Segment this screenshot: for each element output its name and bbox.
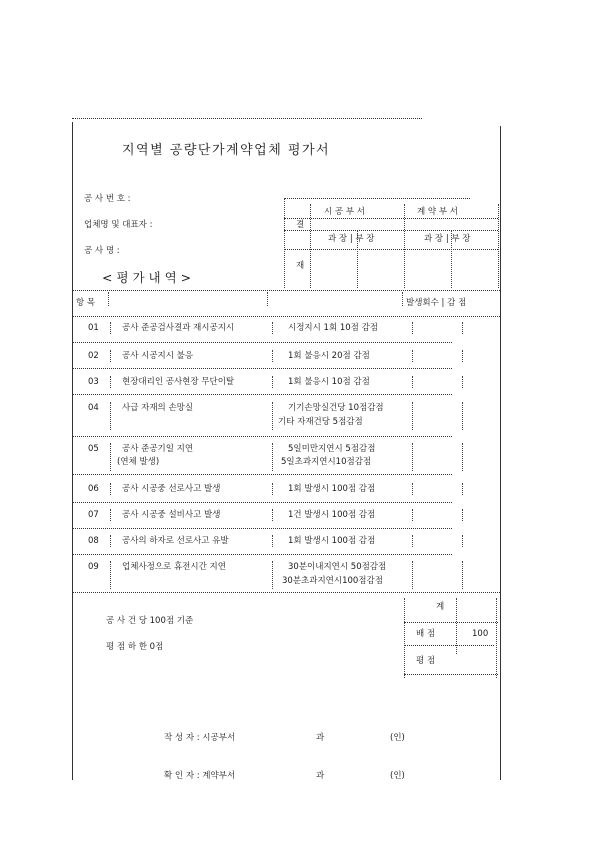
- row-divider: [110, 561, 111, 589]
- row-criteria: 30분이내지연시 50점감점: [288, 562, 387, 572]
- table-top-line: [72, 290, 500, 291]
- row-item: (연체 발생): [117, 457, 160, 467]
- row-criteria: 1건 발생시 100점 감점: [288, 510, 376, 520]
- row-divider: [462, 483, 463, 495]
- row-divider: [462, 535, 463, 547]
- evaluation-form: [72, 118, 504, 784]
- row-divider: [110, 402, 111, 430]
- frame-left-line: [72, 122, 73, 780]
- row-divider: [462, 402, 463, 430]
- checker-label: 확 인 자 : 계약부서: [164, 771, 236, 781]
- row-criteria: 1회 불응시 20점 감점: [288, 351, 370, 361]
- frame-right-line: [500, 126, 501, 780]
- row-item: 업체사정으로 휴전시간 지연: [122, 562, 226, 572]
- writer-seal: (인): [390, 733, 405, 743]
- row-divider: [272, 402, 273, 430]
- row-no: 09: [88, 562, 99, 572]
- row-divider: [462, 509, 463, 521]
- table-bottom-line: [72, 592, 500, 593]
- score-label: 평 점: [416, 656, 436, 666]
- row-divider: [412, 350, 413, 362]
- approval-side-top: 결: [296, 220, 305, 230]
- row-criteria: 기타 자재건당 5점감점: [278, 417, 363, 427]
- row-divider: [272, 535, 273, 547]
- approval-line-4: [284, 249, 498, 250]
- row-divider: [412, 483, 413, 495]
- row-divider: [412, 561, 413, 589]
- header-item: 항 목: [76, 298, 96, 308]
- row-divider: [412, 322, 413, 334]
- writer-dept: 과: [316, 733, 325, 743]
- row-divider: [110, 483, 111, 495]
- checker-seal: (인): [390, 771, 405, 781]
- row-divider: [272, 376, 273, 388]
- row-divider: [462, 350, 463, 362]
- row-bottom-line: [72, 368, 452, 369]
- row-bottom-line: [72, 342, 452, 343]
- section-title: < 평 가 내 역 >: [102, 270, 192, 285]
- base-score-label: 배 점: [416, 629, 436, 639]
- header-count-deduct: 발생회수 | 감 점: [406, 298, 467, 308]
- approval-side-bottom: 재: [296, 261, 305, 271]
- score-box-line: [404, 645, 494, 646]
- row-criteria: 1회 불응시 10점 감점: [288, 377, 370, 387]
- row-no: 03: [88, 377, 99, 387]
- total-label: 계: [436, 602, 445, 612]
- row-divider: [110, 535, 111, 547]
- score-box-left: [404, 598, 405, 678]
- row-item: 현장대리인 공사현장 무단이탈: [122, 377, 235, 387]
- row-no: 08: [88, 536, 99, 546]
- project-no-label: 공 사 번 호 :: [84, 194, 131, 204]
- approval-vline-3: [404, 204, 405, 288]
- row-item: 공사 시공중 선로사고 발생: [122, 484, 221, 494]
- row-no: 04: [88, 403, 99, 413]
- row-criteria: 5일초과지연시10점감점: [281, 457, 372, 467]
- header-vline-3: [402, 292, 403, 306]
- dept-contract: 계 약 부 서: [417, 207, 458, 217]
- row-divider: [272, 322, 273, 334]
- row-criteria: 30분초과지연시100점감점: [282, 576, 383, 586]
- approval-vline-1: [284, 198, 285, 288]
- row-divider: [272, 483, 273, 495]
- row-bottom-line: [72, 474, 452, 475]
- row-criteria: 5일미만지연시 5점감점: [288, 444, 376, 454]
- project-name-label: 공 사 명 :: [84, 246, 120, 256]
- score-box-line: [404, 674, 498, 675]
- company-label: 업체명 및 대표자 :: [84, 220, 153, 230]
- row-divider: [462, 561, 463, 589]
- row-criteria: 1회 발생시 100점 감점: [288, 536, 376, 546]
- score-floor: 평 점 하 한 0점: [106, 642, 164, 652]
- approval-vline-4: [498, 204, 499, 288]
- row-criteria: 기기손망실건당 10점감점: [288, 403, 384, 413]
- row-no: 05: [88, 444, 99, 454]
- row-no: 02: [88, 351, 99, 361]
- header-vline-2: [267, 292, 268, 306]
- row-item: 공사의 하자로 선로사고 유발: [122, 536, 229, 546]
- row-divider: [272, 350, 273, 362]
- row-divider: [272, 443, 273, 471]
- score-basis: 공 사 건 당 100점 기준: [106, 616, 194, 626]
- row-bottom-line: [72, 554, 452, 555]
- row-item: 공사 준공검사결과 재시공지시: [122, 323, 235, 333]
- roles-contract: 과 장 | 부 장: [424, 234, 471, 244]
- approval-vline-2: [310, 204, 311, 288]
- row-divider: [110, 443, 111, 471]
- row-item: 공사 시공지시 불응: [122, 351, 194, 361]
- approval-line-3: [284, 230, 498, 231]
- header-bottom-line: [72, 316, 500, 317]
- row-divider: [412, 443, 413, 471]
- writer-label: 작 성 자 : 시공부서: [164, 733, 236, 743]
- roles-construction: 과 장 | 부 장: [328, 234, 375, 244]
- base-score-value: 100: [472, 629, 489, 639]
- row-divider: [462, 376, 463, 388]
- row-item: 공사 시공중 설비사고 발생: [122, 510, 221, 520]
- row-criteria: 1회 발생시 100점 감점: [288, 484, 376, 494]
- row-divider: [272, 509, 273, 521]
- header-vline-1: [108, 292, 109, 306]
- row-divider: [462, 322, 463, 334]
- row-item: 사급 자재의 손망실: [122, 403, 194, 413]
- row-divider: [412, 402, 413, 430]
- row-divider: [412, 376, 413, 388]
- row-divider: [272, 561, 273, 589]
- frame-top-line: [72, 118, 422, 119]
- checker-dept: 과: [316, 771, 325, 781]
- score-box-line: [404, 622, 498, 623]
- row-bottom-line: [72, 502, 452, 503]
- score-box-right: [496, 598, 497, 678]
- row-no: 07: [88, 510, 99, 520]
- row-bottom-line: [72, 436, 452, 437]
- row-divider: [110, 350, 111, 362]
- row-criteria: 시정지시 1회 10점 감점: [288, 323, 379, 333]
- row-bottom-line: [72, 394, 452, 395]
- row-divider: [412, 535, 413, 547]
- row-divider: [412, 509, 413, 521]
- approval-line-2: [284, 218, 498, 219]
- approval-line-1: [284, 198, 470, 199]
- row-divider: [462, 443, 463, 471]
- row-divider: [110, 322, 111, 334]
- row-no: 06: [88, 484, 99, 494]
- row-divider: [110, 376, 111, 388]
- row-no: 01: [88, 323, 99, 333]
- dept-construction: 시 공 부 서: [324, 207, 365, 217]
- row-item: 공사 준공기일 지연: [122, 444, 194, 454]
- row-divider: [110, 509, 111, 521]
- row-bottom-line: [72, 528, 452, 529]
- form-title: 지역별 공량단가계약업체 평가서: [122, 143, 331, 158]
